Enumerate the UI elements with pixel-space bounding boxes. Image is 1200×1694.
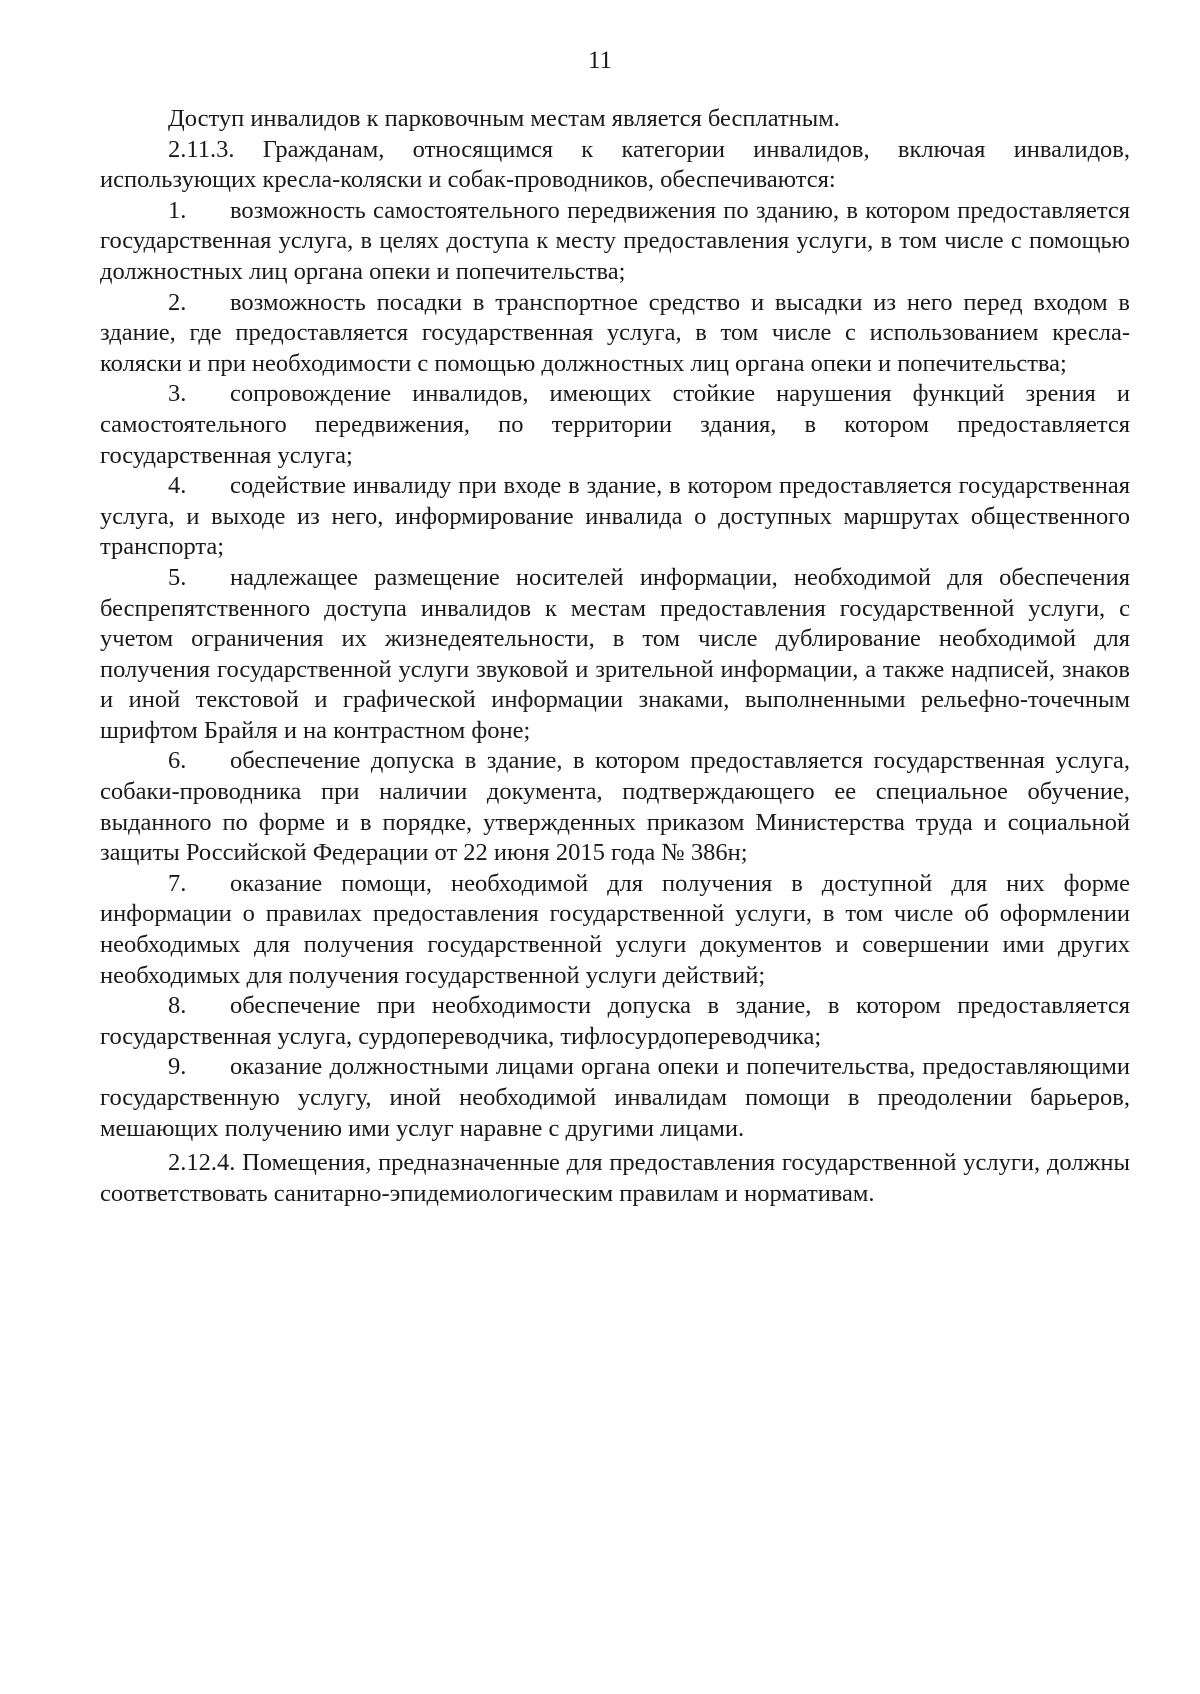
- list-item-number: 3.: [168, 380, 187, 408]
- list-item-number: 7.: [168, 869, 187, 897]
- list-item-number: 5.: [168, 563, 187, 591]
- list-item: [100, 869, 1130, 991]
- list-item-text: возможность посадки в транспортное средство и высадки из него перед входом в здание, где предоставляется государственная услуга, в том числе с использованием кресла-коляски и при необходимости с помощью должностных лиц органа опеки и попечительства;: [100, 288, 1130, 377]
- list-item-number: 4.: [168, 472, 187, 500]
- list-item: [100, 379, 1130, 471]
- list-item-text: надлежащее размещение носителей информации, необходимой для обеспечения беспрепятственного доступа инвалидов к местам предоставления государственной услуги, с учетом ограничения их жизнедеятельности, в том числе дублирование необходимой для получения государственной услуги звуковой и зрительной информации, а также надписей, знаков и иной текстовой и графической информации знаками, выполненными рельефно-точечным шрифтом Брайля и на контрастном фоне;: [100, 563, 1130, 744]
- list-item-number: 2.: [168, 288, 187, 316]
- list-item: [100, 746, 1130, 868]
- list-item-text: обеспечение допуска в здание, в котором предоставляется государственная услуга, собаки-проводника при наличии документа, подтверждающего ее специальное обучение, выданного по форме и в порядке, утвержденных приказом Министерства труда и социальной защиты Российской Федерации от 22 июня 2015 года № 386н;: [100, 747, 1130, 867]
- list-item-text: возможность самостоятельного передвижения по зданию, в котором предоставляется государственная услуга, в целях доступа к месту предоставления услуги, в том числе с помощью должностных лиц органа опеки и попечительства;: [100, 196, 1130, 285]
- list-item-text: содействие инвалиду при входе в здание, в котором предоставляется государственная услуга, и выходе из него, информирование инвалида о доступных маршрутах общественного транспорта;: [100, 472, 1130, 561]
- numbered-list: [100, 196, 1130, 1144]
- section-2-11-3-paragraph: 2.11.3. Гражданам, относящимся к категории инвалидов, включая инвалидов, использующих кресла-коляски и собак-проводников, обеспечиваются:: [100, 135, 1130, 194]
- list-item: [100, 991, 1130, 1052]
- list-item-number: 8.: [168, 992, 187, 1020]
- list-item: [100, 288, 1130, 380]
- list-item-text: обеспечение при необходимости допуска в здание, в котором предоставляется государственная услуга, сурдопереводчика, тифлосурдопереводчика;: [100, 992, 1130, 1050]
- document-body: [100, 104, 1130, 1209]
- section-2-12-4-paragraph: 2.12.4. Помещения, предназначенные для предоставления государственной услуги, должны соответствовать санитарно-эпидемиологическим правилам и нормативам.: [100, 1149, 1130, 1207]
- list-item-number: 6.: [168, 747, 187, 775]
- list-item-text: сопровождение инвалидов, имеющих стойкие нарушения функций зрения и самостоятельного передвижения, по территории здания, в котором предоставляется государственная услуга;: [100, 380, 1130, 469]
- list-item-number: 1.: [168, 196, 187, 224]
- list-item: [100, 1052, 1130, 1144]
- list-item: [100, 471, 1130, 563]
- list-item-number: 9.: [168, 1053, 187, 1081]
- list-item-text: оказание должностными лицами органа опеки и попечительства, предоставляющими государственную услугу, иной необходимой инвалидам помощи в преодолении барьеров, мешающих получению ими услуг наравне с другими лицами.: [100, 1053, 1130, 1142]
- list-item: [100, 563, 1130, 747]
- intro-paragraph: Доступ инвалидов к парковочным местам является бесплатным.: [168, 105, 840, 132]
- list-item-text: оказание помощи, необходимой для получения в доступной для них форме информации о правилах предоставления государственной услуги, в том числе об оформлении необходимых для получения государственной услуги документов и совершении ими других необходимых для получения государственной услуги действий;: [100, 869, 1130, 989]
- page-number: 11: [587, 47, 613, 74]
- list-item: [100, 196, 1130, 288]
